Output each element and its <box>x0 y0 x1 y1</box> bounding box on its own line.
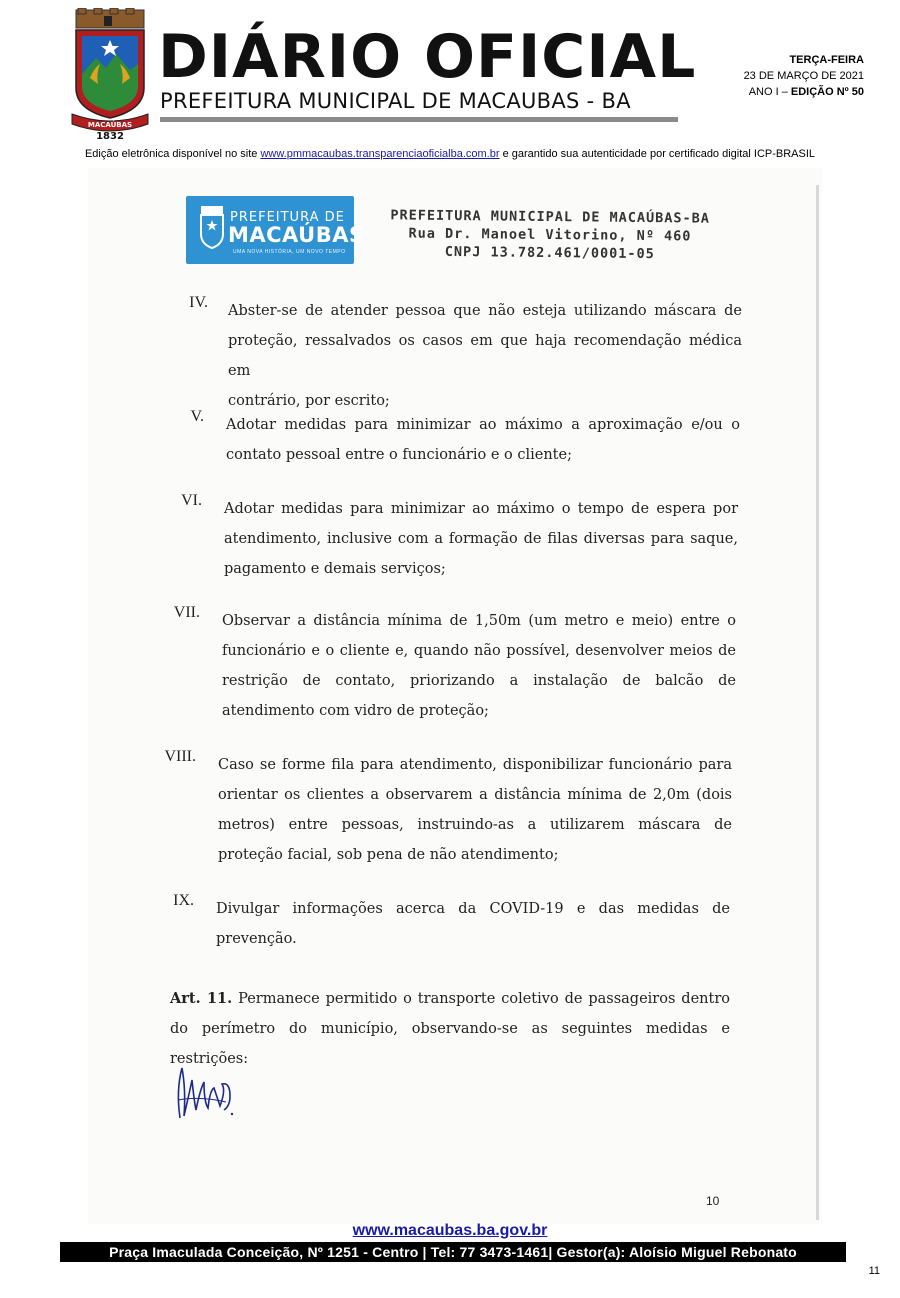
issue-date: 23 DE MARÇO DE 2021 <box>743 70 864 82</box>
item-line: Caso se forme fila para atendimento, disponibilizar funcionário para <box>218 757 732 773</box>
item-line: orientar os clientes a observarem a distância mínima de 2,0m (dois <box>218 787 732 803</box>
issue-date-block <box>744 52 864 100</box>
item-line: Abster-se de atender pessoa que não esteja utilizando máscara de <box>228 303 742 319</box>
masthead-rule <box>160 117 678 122</box>
list-item-text <box>216 894 730 954</box>
item-line: proteção, ressalvados os casos em que haja recomendação médica em <box>228 333 742 379</box>
edition-prefix: ANO I – <box>748 86 791 98</box>
item-line: pagamento e demais serviços; <box>224 561 446 577</box>
logo-slogan: UMA NOVA HISTÓRIA, UM NOVO TEMPO <box>233 249 346 255</box>
crest-year: 1832 <box>96 131 124 140</box>
edition-line <box>744 84 864 100</box>
item-line: proteção facial, sob pena de não atendimento; <box>218 847 559 863</box>
crest-banner-text: MACAÚBAS <box>87 121 133 129</box>
article-label: Art. 11. <box>170 990 233 1007</box>
prefeitura-logo <box>186 196 365 264</box>
article-11 <box>170 984 730 1074</box>
weekday: TERÇA-FEIRA <box>789 54 864 66</box>
scan-edge <box>816 185 819 1220</box>
item-line: contato pessoal entre o funcionário e o cliente; <box>226 447 572 463</box>
item-line: prevenção. <box>216 931 297 947</box>
item-line: metros) entre pessoas, instruindo-as a utilizarem máscara de <box>218 817 732 833</box>
item-line: atendimento, inclusive com a formação de filas diversas para saque, <box>224 531 738 547</box>
item-line: contrário, por escrito; <box>228 393 390 409</box>
masthead-subtitle: PREFEITURA MUNICIPAL DE MACAUBAS - BA <box>160 89 631 113</box>
item-number: VI. <box>181 492 202 509</box>
signature-mark <box>170 1060 240 1130</box>
article-text: Permanece permitido o transporte coletivo de passageiros dentro do perímetro do município, observando-se as seguintes medidas e restrições: <box>170 991 730 1067</box>
scan-page-number: 10 <box>706 1194 720 1208</box>
footer-address-bar: Praça Imaculada Conceição, Nº 1251 - Centro | Tel: 77 3473-1461| Gestor(a): Aloísio Miguel Rebonato <box>60 1242 846 1262</box>
item-number: V. <box>190 408 204 425</box>
stamp-line-3: CNPJ 13.782.461/0001-05 <box>444 243 655 263</box>
list-item-text <box>222 606 736 726</box>
item-line: restrição de contato, priorizando a instalação de balcão de <box>222 673 736 689</box>
edition-number: EDIÇÃO Nº 50 <box>790 86 864 98</box>
item-number: VIII. <box>164 748 196 765</box>
item-line: funcionário e o cliente e, quando não possível, desenvolver meios de <box>222 643 736 659</box>
list-item-text <box>218 750 732 870</box>
edition-note-before: Edição eletrônica disponível no site <box>84 148 261 160</box>
municipal-site-link[interactable]: www.macaubas.ba.gov.br <box>352 1222 548 1239</box>
transparency-site-link[interactable]: www.pmmacaubas.transparenciaoficialba.com.br <box>260 148 500 160</box>
item-line: atendimento com vidro de proteção; <box>222 703 489 719</box>
municipal-crest <box>70 8 150 140</box>
item-line: Divulgar informações acerca da COVID-19 e das medidas de <box>216 901 730 917</box>
logo-line-2: MACAÚBAS <box>228 223 365 247</box>
prefeitura-stamp <box>360 206 741 264</box>
stamp-line-2: Rua Dr. Manoel Vitorino, Nº 460 <box>408 225 692 245</box>
masthead-title: DIÁRIO OFICIAL <box>158 22 697 92</box>
item-number: IX. <box>173 892 194 909</box>
edition-page-number: 11 <box>868 1265 880 1277</box>
item-line: Adotar medidas para minimizar ao máximo o tempo de espera por <box>224 501 738 517</box>
logo-crest-icon <box>199 206 225 250</box>
edition-note <box>0 147 900 161</box>
item-line: Adotar medidas para minimizar ao máximo a aproximação e/ou o <box>226 417 740 433</box>
list-item-text <box>228 296 742 416</box>
logo-line-1: PREFEITURA DE <box>230 210 345 225</box>
item-number: IV. <box>189 294 208 311</box>
list-item-text <box>224 494 738 584</box>
stamp-line-1: PREFEITURA MUNICIPAL DE MACAÚBAS-BA <box>390 207 710 227</box>
list-item-text <box>226 410 740 470</box>
item-line: Observar a distância mínima de 1,50m (um metro e meio) entre o <box>222 613 736 629</box>
edition-note-after: e garantido sua autenticidade por certificado digital ICP-BRASIL <box>499 148 816 160</box>
item-number: VII. <box>173 604 200 621</box>
